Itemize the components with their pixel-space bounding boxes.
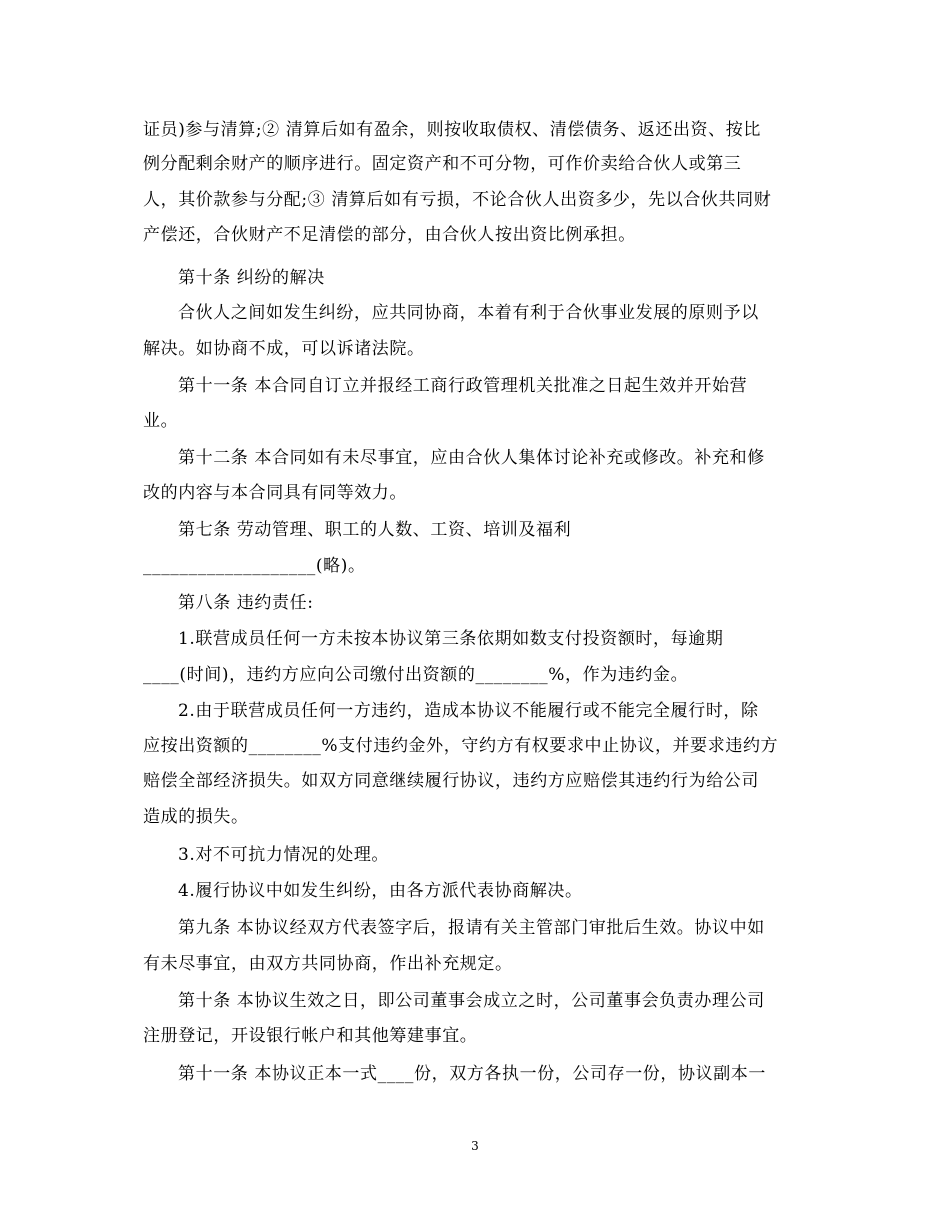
text-line: 有未尽事宜，由双方共同协商，作出补充规定。 bbox=[143, 954, 513, 974]
section-heading: 第八条 违约责任: bbox=[178, 593, 314, 613]
text-line: 产偿还，合伙财产不足清偿的部分，由合伙人按出资比例承担。 bbox=[143, 225, 636, 245]
text-line: 例分配剩余财产的顺序进行。固定资产和不可分物，可作价卖给合伙人或第三 bbox=[143, 154, 742, 174]
text-line: 赔偿全部经济损失。如双方同意继续履行协议，违约方应赔偿其违约行为给公司 bbox=[143, 771, 759, 791]
page-number: 3 bbox=[471, 1139, 479, 1153]
text-line: 3.对不可抗力情况的处理。 bbox=[178, 845, 390, 865]
section-heading: 第十条 纠纷的解决 bbox=[178, 268, 325, 288]
section-heading: 第七条 劳动管理、职工的人数、工资、培训及福利 bbox=[178, 520, 572, 540]
text-line: 造成的损失。 bbox=[143, 807, 249, 827]
text-line: 注册登记，开设银行帐户和其他筹建事宜。 bbox=[143, 1026, 478, 1046]
text-line: 4.履行协议中如发生纠纷，由各方派代表协商解决。 bbox=[178, 881, 583, 901]
text-line: 合伙人之间如发生纠纷，应共同协商，本着有利于合伙事业发展的原则予以 bbox=[178, 303, 759, 323]
text-line: 证员)参与清算;② 清算后如有盈余，则按收取债权、清偿债务、返还出资、按比 bbox=[143, 120, 761, 140]
section-heading: 第十条 本协议生效之日，即公司董事会成立之时，公司董事会负责办理公司 bbox=[178, 991, 765, 1011]
text-line: 改的内容与本合同具有同等效力。 bbox=[143, 483, 407, 503]
text-line: ____(时间)，违约方应向公司缴付出资额的________%，作为违约金。 bbox=[143, 665, 689, 685]
text-line: 人，其价款参与分配;③ 清算后如有亏损，不论合伙人出资多少，先以合伙共同财 bbox=[143, 190, 772, 210]
text-line: 1.联营成员任何一方未按本协议第三条依期如数支付投资额时，每逾期 bbox=[178, 629, 724, 649]
text-line: 业。 bbox=[143, 411, 179, 431]
text-line: ___________________(略)。 bbox=[143, 556, 366, 576]
section-heading: 第九条 本协议经双方代表签字后，报请有关主管部门审批后生效。协议中如 bbox=[178, 918, 765, 938]
text-line: 第十二条 本合同如有未尽事宜，应由合伙人集体讨论补充或修改。补充和修 bbox=[178, 448, 765, 468]
text-line: 解决。如协商不成，可以诉诸法院。 bbox=[143, 339, 425, 359]
text-line: 应按出资额的________%支付违约金外，守约方有权要求中止协议，并要求违约方 bbox=[143, 736, 779, 756]
section-heading: 第十一条 本协议正本一式____份，双方各执一份，公司存一份，协议副本一 bbox=[178, 1064, 767, 1084]
text-line: 2.由于联营成员任何一方违约，造成本协议不能履行或不能完全履行时，除 bbox=[178, 701, 759, 721]
text-line: 第十一条 本合同自订立并报经工商行政管理机关批准之日起生效并开始营 bbox=[178, 376, 748, 396]
